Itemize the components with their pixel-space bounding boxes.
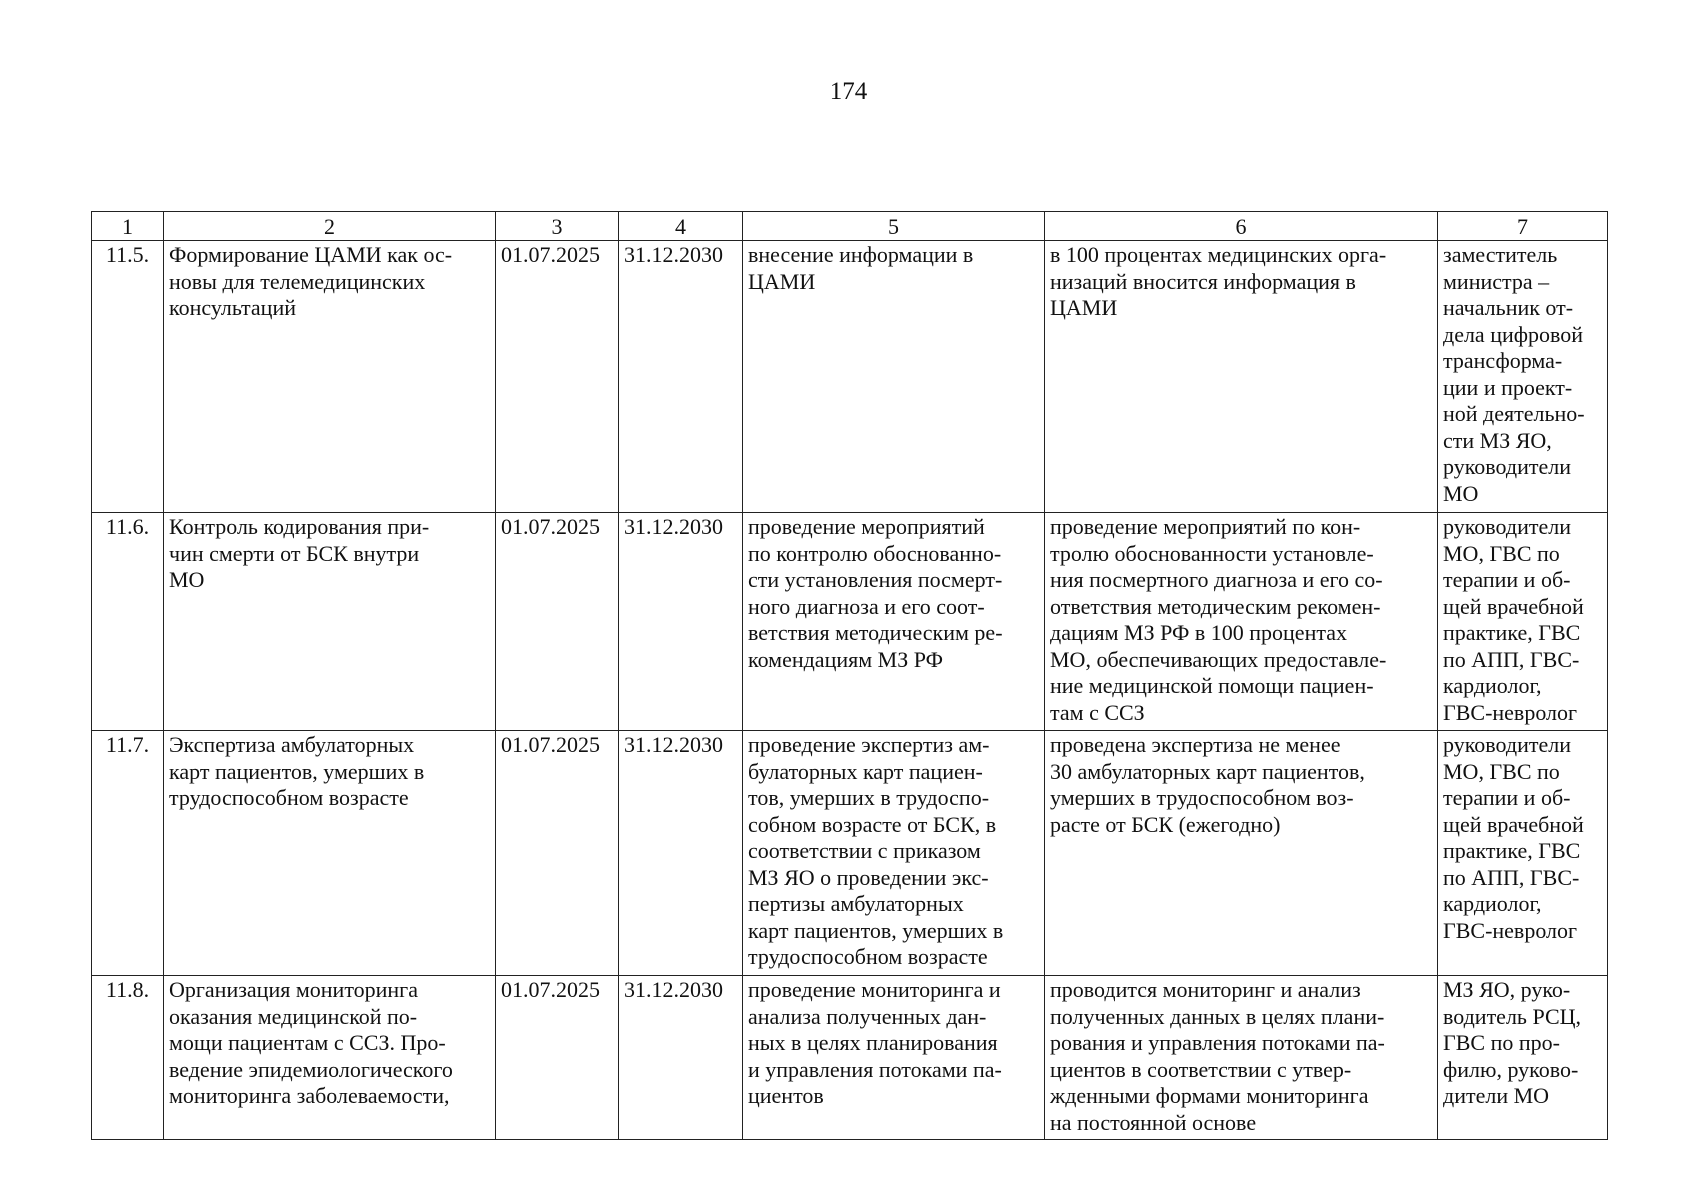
text-line: заместитель [1443, 242, 1558, 267]
column-number: 2 [164, 212, 496, 241]
text-line: 30 амбулаторных карт пациентов, [1050, 758, 1365, 784]
text-line: дители МО [1443, 1083, 1550, 1108]
measure-title [164, 976, 496, 1140]
text-line: Организация мониторинга [169, 977, 418, 1002]
text-line: рования и управления потоками па- [1050, 1030, 1385, 1055]
text-line: ГВС-невролог [1443, 917, 1578, 943]
text-line: начальник от- [1443, 295, 1574, 320]
text-line: чин смерти от БСК внутри [169, 540, 420, 566]
text-line: ГВС-невролог [1443, 699, 1578, 725]
responsible [1438, 241, 1608, 513]
text-line: полученных данных в целях плани- [1050, 1003, 1385, 1029]
end-date: 31.12.2030 [619, 513, 743, 731]
text-line: соответствии с приказом [748, 838, 981, 863]
text-line: Контроль кодирования при- [169, 514, 430, 539]
text-line: мониторинга заболеваемости, [169, 1083, 450, 1108]
text-line: ЦАМИ [748, 268, 816, 294]
text-line: МО, ГВС по [1443, 540, 1560, 566]
expected-result [743, 731, 1045, 976]
text-line: циентов в соответствии с утвер- [1050, 1056, 1352, 1082]
text-line: практике, ГВС [1443, 620, 1581, 645]
item-number: 11.5. [92, 241, 164, 513]
start-date: 01.07.2025 [496, 731, 619, 976]
text-line: руководители [1443, 454, 1571, 479]
text-line: там с ССЗ [1050, 699, 1145, 725]
text-line: трудоспособном возрасте [169, 785, 409, 810]
text-line: дела цифровой [1443, 321, 1584, 347]
text-line: анализа полученных дан- [748, 1003, 987, 1029]
text-line: терапии и об- [1443, 785, 1571, 810]
text-line: оказания медицинской по- [169, 1003, 418, 1029]
text-line: расте от БСК (ежегодно) [1050, 811, 1281, 837]
expected-result [743, 976, 1045, 1140]
text-line: трудоспособном возрасте [748, 944, 988, 969]
text-line: проведена экспертиза не менее [1050, 732, 1341, 757]
text-line: по АПП, ГВС- [1443, 864, 1580, 890]
measures-table [91, 211, 1608, 1140]
text-line: на постоянной основе [1050, 1109, 1257, 1135]
text-line: булаторных карт пациен- [748, 758, 983, 784]
item-number: 11.8. [92, 976, 164, 1140]
responsible [1438, 731, 1608, 976]
text-line: министра – [1443, 268, 1550, 294]
text-line: ветствия методическим ре- [748, 620, 1003, 645]
text-line: МО, обеспечивающих предоставле- [1050, 646, 1387, 672]
text-line: сти установления посмерт- [748, 567, 1003, 592]
responsible [1438, 976, 1608, 1140]
text-line: кардиолог, [1443, 673, 1542, 698]
text-line: филю, руково- [1443, 1056, 1579, 1082]
column-number: 4 [619, 212, 743, 241]
end-date: 31.12.2030 [619, 731, 743, 976]
column-number-row [92, 212, 1608, 241]
text-line: по АПП, ГВС- [1443, 646, 1580, 672]
text-line: ведение эпидемиологического [169, 1056, 453, 1082]
table-row [92, 976, 1608, 1140]
text-line: проведение мероприятий по кон- [1050, 514, 1361, 539]
text-line: жденными формами мониторинга [1050, 1083, 1369, 1108]
text-line: консультаций [169, 295, 296, 320]
text-line: ного диагноза и его соот- [748, 593, 985, 619]
text-line: щей врачебной [1443, 593, 1584, 619]
text-line: МО, ГВС по [1443, 758, 1560, 784]
text-line: собном возрасте от БСК, в [748, 811, 997, 837]
table-row [92, 241, 1608, 513]
table-row [92, 513, 1608, 731]
text-line: в 100 процентах медицинских орга- [1050, 242, 1387, 267]
text-line: сти МЗ ЯО, [1443, 427, 1552, 453]
item-number: 11.7. [92, 731, 164, 976]
text-line: низаций вносится информация в [1050, 268, 1356, 294]
text-line: руководители [1443, 514, 1571, 539]
text-line: МЗ ЯО, руко- [1443, 977, 1571, 1002]
start-date: 01.07.2025 [496, 976, 619, 1140]
text-line: циентов [748, 1083, 824, 1108]
expected-result [743, 513, 1045, 731]
indicator [1045, 976, 1438, 1140]
measure-title [164, 513, 496, 731]
text-line: проведение экспертиз ам- [748, 732, 990, 757]
start-date: 01.07.2025 [496, 241, 619, 513]
measure-title [164, 241, 496, 513]
item-number: 11.6. [92, 513, 164, 731]
text-line: ной деятельно- [1443, 401, 1585, 426]
text-line: МО [169, 567, 205, 592]
text-line: по контролю обоснованно- [748, 540, 1002, 566]
text-line: тролю обоснованности установле- [1050, 540, 1374, 566]
text-line: терапии и об- [1443, 567, 1571, 592]
text-line: практике, ГВС [1443, 838, 1581, 863]
text-line: ние медицинской помощи пациен- [1050, 673, 1374, 698]
text-line: Экспертиза амбулаторных [169, 732, 415, 757]
text-line: новы для телемедицинских [169, 268, 426, 294]
text-line: кардиолог, [1443, 891, 1542, 916]
text-line: трансформа- [1443, 348, 1563, 373]
text-line: карт пациентов, умерших в [169, 758, 425, 784]
indicator [1045, 241, 1438, 513]
page-number: 174 [829, 78, 868, 105]
measure-title [164, 731, 496, 976]
text-line: умерших в трудоспособном воз- [1050, 785, 1354, 810]
text-line: Формирование ЦАМИ как ос- [169, 242, 453, 267]
text-line: ответствия методическим рекомен- [1050, 593, 1381, 619]
text-line: комендациям МЗ РФ [748, 646, 943, 672]
indicator [1045, 731, 1438, 976]
end-date: 31.12.2030 [619, 976, 743, 1140]
start-date: 01.07.2025 [496, 513, 619, 731]
column-number: 3 [496, 212, 619, 241]
text-line: проведение мониторинга и [748, 977, 1001, 1002]
column-number: 7 [1438, 212, 1608, 241]
text-line: карт пациентов, умерших в [748, 917, 1004, 943]
text-line: щей врачебной [1443, 811, 1584, 837]
text-line: мощи пациентам с ССЗ. Про- [169, 1030, 446, 1055]
column-number: 1 [92, 212, 164, 241]
text-line: тов, умерших в трудоспо- [748, 785, 990, 810]
text-line: ния посмертного диагноза и его со- [1050, 567, 1383, 592]
end-date: 31.12.2030 [619, 241, 743, 513]
table-row [92, 731, 1608, 976]
expected-result [743, 241, 1045, 513]
text-line: ЦАМИ [1050, 295, 1118, 320]
text-line: внесение информации в [748, 242, 974, 267]
text-line: руководители [1443, 732, 1571, 757]
text-line: пертизы амбулаторных [748, 891, 964, 916]
text-line: ции и проект- [1443, 374, 1573, 400]
text-line: водитель РСЦ, [1443, 1003, 1582, 1029]
text-line: проведение мероприятий [748, 514, 985, 539]
text-line: ных в целях планирования [748, 1030, 998, 1055]
responsible [1438, 513, 1608, 731]
text-line: проводится мониторинг и анализ [1050, 977, 1361, 1002]
text-line: ГВС по про- [1443, 1030, 1560, 1055]
column-number: 6 [1045, 212, 1438, 241]
text-line: МЗ ЯО о проведении экс- [748, 864, 989, 890]
text-line: дациям МЗ РФ в 100 процентах [1050, 620, 1347, 645]
indicator [1045, 513, 1438, 731]
text-line: МО [1443, 480, 1479, 506]
text-line: и управления потоками па- [748, 1056, 1002, 1082]
column-number: 5 [743, 212, 1045, 241]
